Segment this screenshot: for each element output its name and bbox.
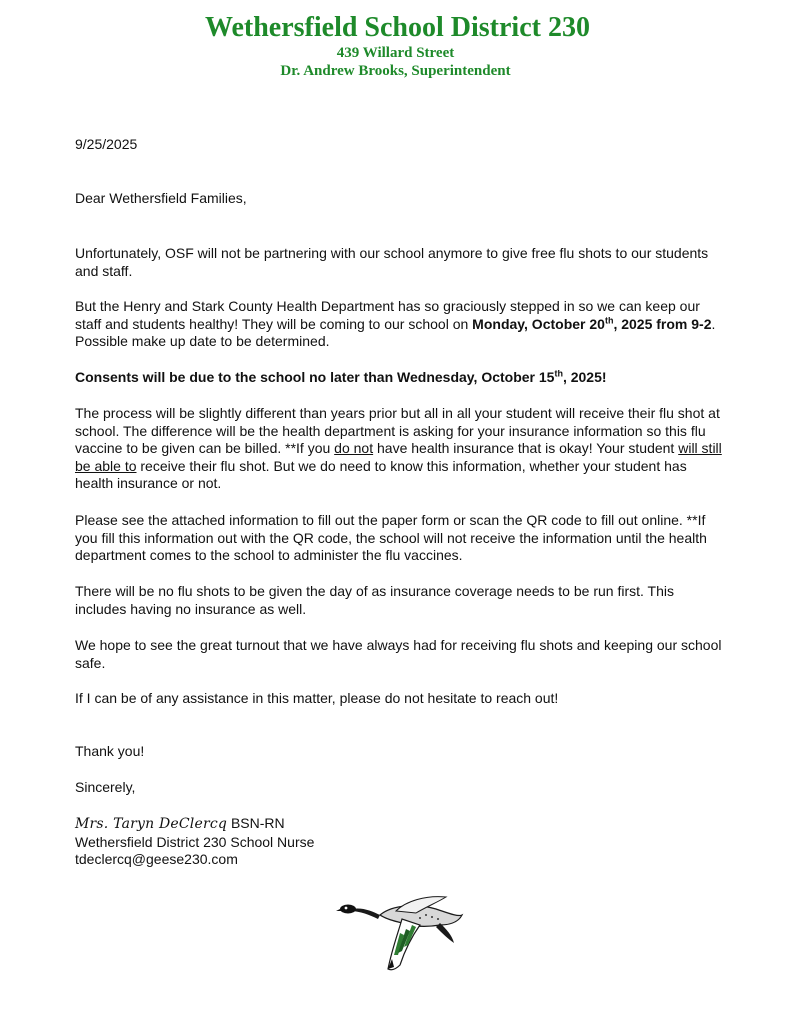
paragraph-turnout: [75, 637, 725, 672]
date-text: 9/25/2025: [75, 136, 138, 152]
paragraph-process: [75, 405, 725, 493]
para3-underline-do-not: do not: [334, 440, 374, 456]
para3-text-b: have health insurance that is okay! Your student: [373, 440, 679, 456]
para2-text-b: . Possible make up date to be determined.: [75, 315, 716, 349]
superintendent-line: Dr. Andrew Brooks, Superintendent: [280, 63, 511, 79]
para2-bold-date: Monday, October 20: [472, 315, 605, 332]
paragraph-health-department-text: [75, 298, 725, 351]
paragraph-turnout-text: We hope to see the great turnout that we have always had for receiving flu shots and keeping our school safe.: [75, 637, 722, 671]
district-name: Wethersfield School District 230: [205, 12, 590, 43]
consent-deadline: [75, 369, 725, 387]
paragraph-assistance: [75, 690, 725, 708]
consent-date-suffix: th: [554, 368, 563, 379]
para2-date-suffix: th: [604, 314, 614, 325]
thank-you-text: Thank you!: [75, 743, 145, 759]
signature-email: tdeclercq@geese230.com: [75, 851, 238, 867]
consent-text-a: Consents will be due to the school no later than Wednesday, October 15: [75, 369, 555, 385]
para3-text-a: The process will be slightly different than years prior but all in all your student will receive their flu shot at school. The difference will be the health department is asking for your insurance information so this flu vaccine to be given can be billed. **If you: [75, 405, 720, 456]
district-address: 439 Willard Street: [336, 45, 455, 61]
consent-deadline-text: [75, 369, 725, 387]
paragraph-qr-code-text: Please see the attached information to fill out the paper form or scan the QR code to fill out online. **If you fill this information out with the QR code, the school will not receive the information until the health department comes to the school to administer the flu vaccines.: [75, 512, 707, 563]
paragraph-no-day-of-text: There will be no flu shots to be given the day of as insurance coverage needs to be run first. This includes having no insurance as well.: [75, 583, 674, 617]
paragraph-qr-code: [75, 512, 725, 565]
letter-date: [75, 136, 725, 154]
paragraph-osf: [75, 245, 725, 280]
closing-text: Sincerely,: [75, 779, 136, 795]
paragraph-assistance-text: If I can be of any assistance in this matter, please do not hesitate to reach out!: [75, 690, 559, 706]
thank-you: [75, 743, 725, 761]
signature-credentials: BSN-RN: [227, 815, 285, 831]
paragraph-health-department: [75, 298, 725, 351]
salutation: [75, 190, 725, 208]
signature-line: [75, 815, 725, 834]
para3-underline-will-still: will still be able to: [75, 440, 722, 474]
para3-text-c: receive their flu shot. But we do need to know this information, whether your student has health insurance or not.: [75, 457, 687, 491]
para2-text-a: But the Henry and Stark County Health Department has so graciously stepped in so we can keep our staff and students healthy! They will be coming to our school on: [75, 298, 700, 332]
paragraph-osf-text: Unfortunately, OSF will not be partnering with our school anymore to give free flu shots to our students and staff.: [75, 245, 709, 279]
paragraph-process-text: [75, 405, 725, 493]
letterhead: [0, 12, 791, 80]
signature-title: Wethersfield District 230 School Nurse: [75, 833, 315, 850]
signature-name: Mrs. Taryn DeClercq: [75, 816, 228, 832]
para2-bold-time: , 2025 from 9-2: [613, 315, 712, 332]
consent-text-b: , 2025!: [562, 369, 607, 385]
goose-icon: [336, 893, 464, 977]
signature-block: [75, 815, 725, 869]
paragraph-no-day-of: [75, 583, 725, 618]
closing: [75, 779, 725, 797]
salutation-text: Dear Wethersfield Families,: [75, 190, 247, 206]
